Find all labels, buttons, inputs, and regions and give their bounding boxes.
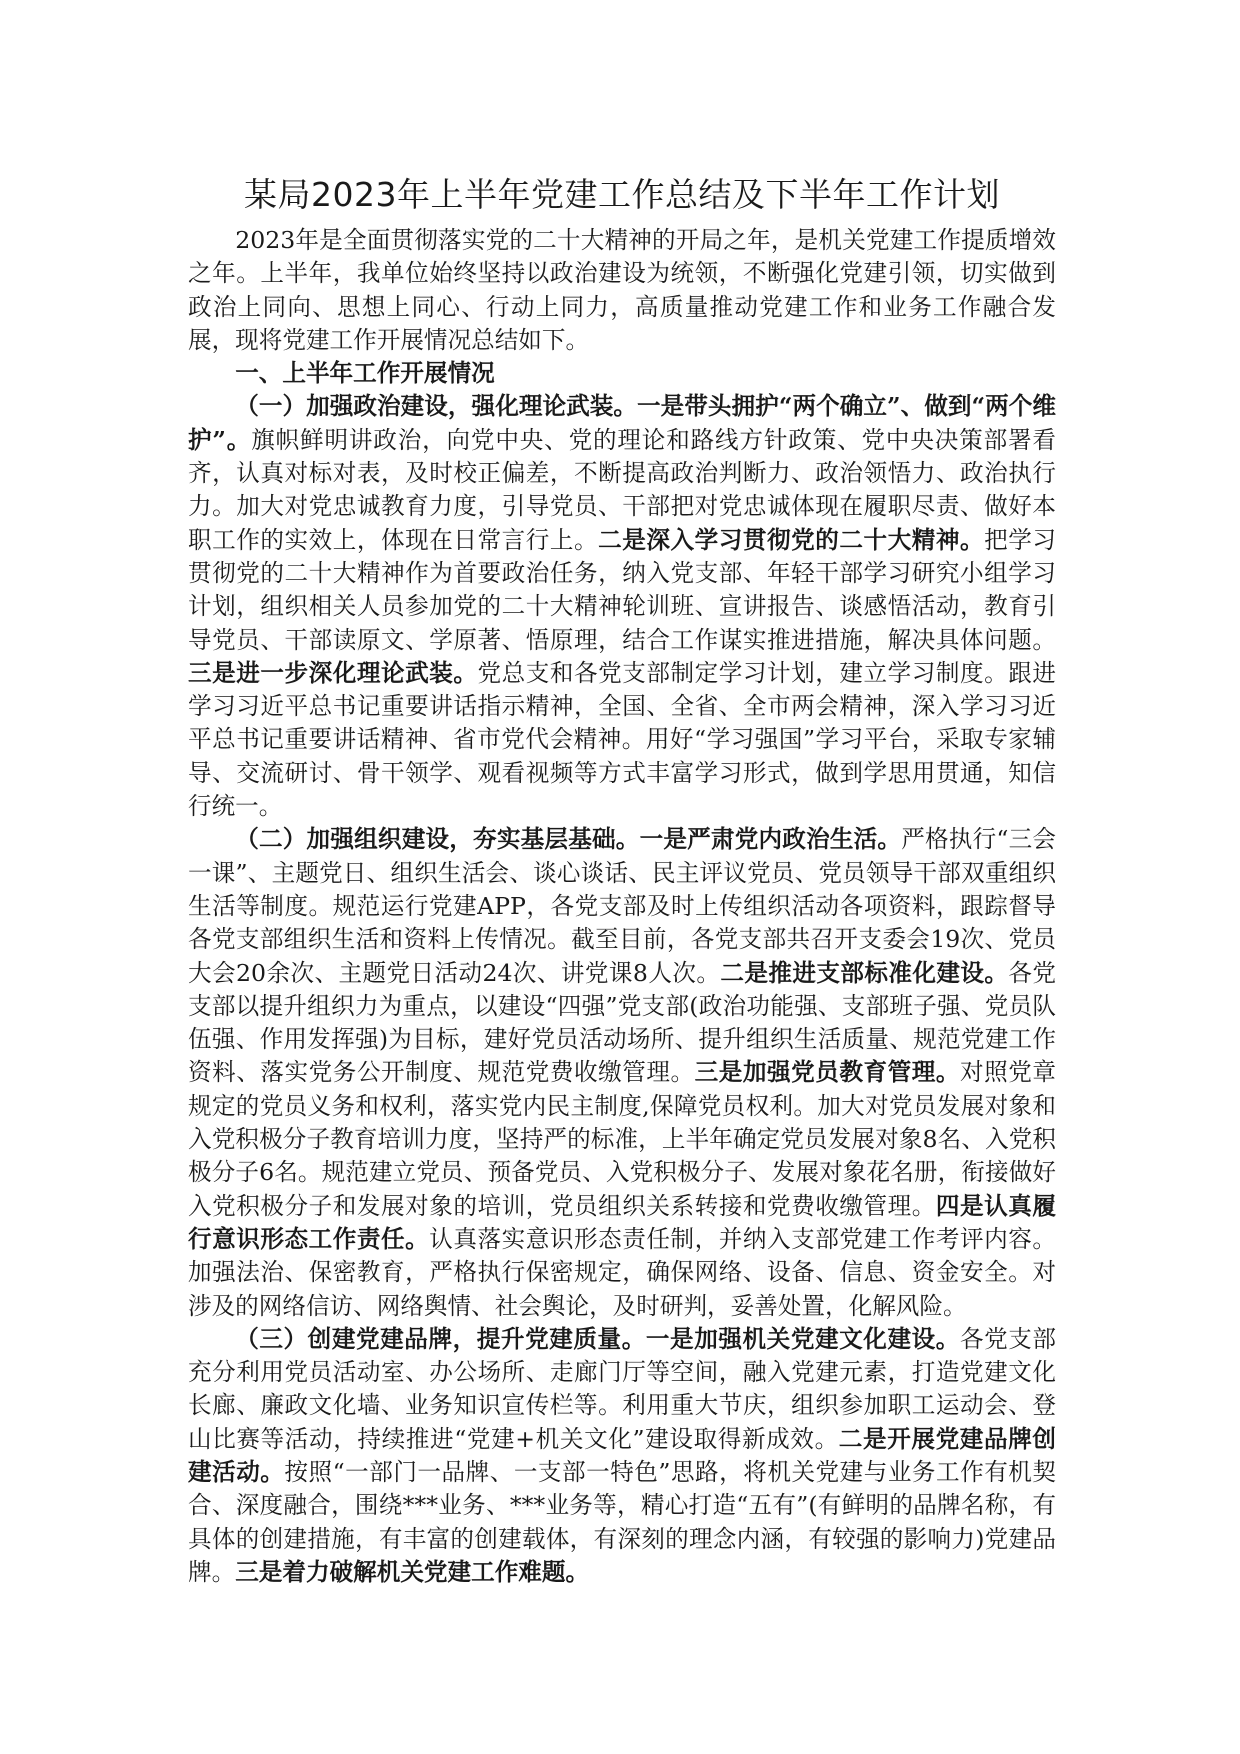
- point-text: 对照党章规定的党员义务和权利，落实党内民主制度,保障党员权利。加大对党员发展对象和入党积极分子教育培训力度，坚持严的标准，上半年确定党员发展对象8名、入党积极分子6名。规范建立党员、预备党员、入党积极分子、发展对象花名册，衔接做好入党积极分子和发展对象的培训，党员组织关系转接和党费收缴管理。: [188, 1058, 1057, 1220]
- document-page: [188, 170, 1056, 1589]
- point-text: 按照“一部门一品牌、一支部一特色”思路，将机关党建与业务工作有机契合、深度融合，围绕***业务、***业务等，精心打造“五有”(有鲜明的品牌名称，有具体的创建措施，有丰富的创建载体，有深刻的理念内涵，有较强的影响力)党建品牌。: [188, 1457, 1057, 1586]
- paragraph-political-building: [188, 390, 1056, 823]
- point-heading: 三是着力破解机关党建工作难题。: [235, 1557, 590, 1586]
- section-heading: 一、上半年工作开展情况: [235, 359, 495, 388]
- subsection-heading: （一）加强政治建设，强化理论武装。: [235, 392, 638, 421]
- point-heading: 二是开展党建品牌创建活动。: [188, 1424, 1057, 1486]
- subsection-heading: （三）创建党建品牌，提升党建质量。: [235, 1324, 646, 1353]
- point-text: 党总支和各党支部制定学习计划，建立学习制度。跟进学习习近平总书记重要讲话指示精神，全国、全省、全市两会精神，深入学习习近平总书记重要讲话精神、省市党代会精神。用好“学习强国”学习平台，采取专家辅导、交流研讨、骨干领学、观看视频等方式丰富学习形式，做到学思用贯通，知信行统一。: [188, 658, 1057, 821]
- point-text: 严格执行“三会一课”、主题党日、组织生活会、谈心谈话、民主评议党员、党员领导干部双重组织生活等制度。规范运行党建APP，各党支部及时上传组织活动各项资料，跟踪督导各党支部组织生活和资料上传情况。截至目前，各党支部共召开支委会19次、党员大会20余次、主题党日活动24次、讲党课8人次。: [188, 825, 1057, 987]
- point-heading: 三是进一步深化理论武装。: [188, 658, 478, 687]
- subsection-heading: （二）加强组织建设，夯实基层基础。: [235, 825, 640, 854]
- point-text: 认真落实意识形态责任制，并纳入支部党建工作考评内容。加强法治、保密教育，严格执行保密规定，确保网络、设备、信息、资金安全。对涉及的网络信访、网络舆情、社会舆论，及时研判，妥善处置，化解风险。: [188, 1224, 1057, 1320]
- point-heading: 一是严肃党内政治生活。: [639, 825, 902, 854]
- point-text: 各党支部充分利用党员活动室、办公场所、走廊门厅等空间，融入党建元素，打造党建文化长廊、廉政文化墙、业务知识宣传栏等。利用重大节庆，组织参加职工运动会、登山比赛等活动，持续推进“党建+机关文化”建设取得新成效。: [188, 1324, 1057, 1453]
- point-heading: 一是带头拥护“两个确立”、做到“两个维护”。: [188, 392, 1056, 454]
- point-text: 各党支部以提升组织力为重点，以建设“四强”党支部(政治功能强、支部班子强、党员队伍强、作用发挥强)为目标，建好党员活动场所、提升组织生活质量、规范党建工作资料、落实党务公开制度、规范党费收缴管理。: [188, 958, 1057, 1087]
- point-heading: 四是认真履行意识形态工作责任。: [188, 1191, 1057, 1253]
- point-heading: 二是深入学习贯彻党的二十大精神。: [598, 525, 985, 554]
- point-heading: 一是加强机关党建文化建设。: [645, 1324, 960, 1353]
- paragraph-party-brand: [188, 1323, 1056, 1589]
- document-title: 某局2023年上半年党建工作总结及下半年工作计划: [244, 175, 1000, 214]
- point-heading: 二是推进支部标准化建设。: [720, 958, 1009, 987]
- intro-paragraph: 2023年是全面贯彻落实党的二十大精神的开局之年，是机关党建工作提质增效之年。上半年，我单位始终坚持以政治建设为统领，不断强化党建引领，切实做到政治上同向、思想上同心、行动上同力，高质量推动党建工作和业务工作融合发展，现将党建工作开展情况总结如下。: [188, 226, 1056, 354]
- paragraph-organization-building: [188, 823, 1056, 1322]
- point-text: 旗帜鲜明讲政治，向党中央、党的理论和路线方针政策、党中央决策部署看齐，认真对标对表，及时校正偏差，不断提高政治判断力、政治领悟力、政治执行力。加大对党忠诚教育力度，引导党员、干部把对党忠诚体现在履职尽责、做好本职工作的实效上，体现在日常言行上。: [188, 425, 1056, 554]
- point-text: 把学习贯彻党的二十大精神作为首要政治任务，纳入党支部、年轻干部学习研究小组学习计划，组织相关人员参加党的二十大精神轮训班、宣讲报告、谈感悟活动，教育引导党员、干部读原文、学原著、悟原理，结合工作谋实推进措施，解决具体问题。: [188, 525, 1057, 654]
- point-heading: 三是加强党员教育管理。: [694, 1058, 961, 1087]
